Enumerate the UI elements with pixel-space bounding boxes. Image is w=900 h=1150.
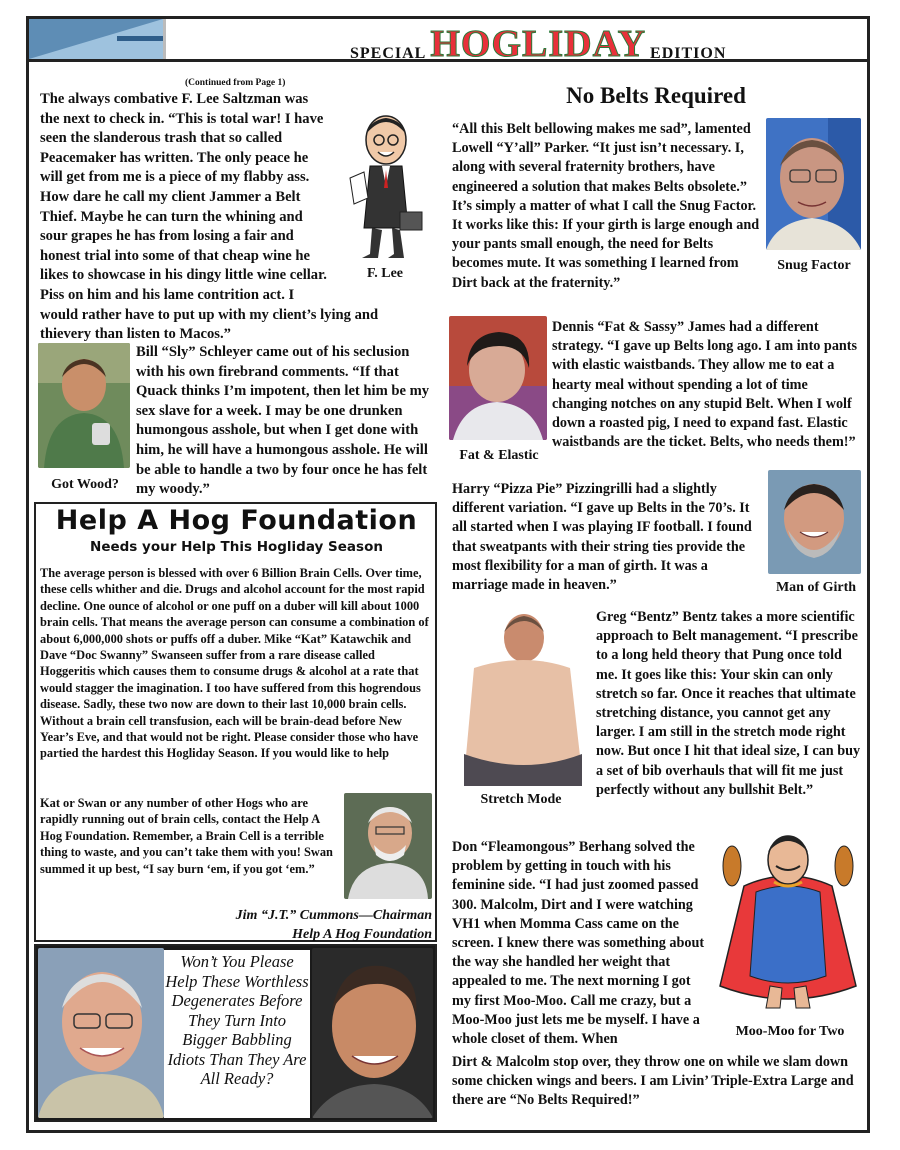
fat-elastic-caption: Fat & Elastic: [459, 448, 539, 463]
pizza-text: Harry “Pizza Pie” Pizzingrilli had a slightly different variation. “I gave up Belts in the 70’s. It all started when I was playing IF football. I found that sweatpants with their string ties provide the most flexibility for a man of girth. It was a marriage made in heaven.”: [452, 481, 752, 594]
foundation-text: The average person is blessed with over 6 Billion Brain Cells. Over time, these cells whither and die. Drugs and alcohol account for the most rapid decline. One ounce of alcohol or one puff on a duber will kill about 1000 brain cells. That means the average person can consume a combination of about 6,000,000 shots or puffs off a duber. Mike “Kat” Katawchik and Dave “Doc Swanny” Swanseen suffer from a rare disease called Hoggeritis which causes them to consume drugs & alcohol at a rate that would stagger the imagination. I too have suffered from this hogrendous disease. Sadly, these two now are down to their last 10,000 brain cells. Without a brain cell transfusion, each will be brain-dead before New Year’s Eve, and that would not be right. Please consider those who have partied the hardest this Hogliday Season. If you would like to help: [40, 566, 429, 761]
foundation-signature: [150, 906, 432, 944]
berhang-article-2: [452, 1053, 862, 1111]
bentz-article: [596, 608, 862, 800]
signature-org: Help A Hog Foundation: [292, 927, 432, 942]
sly-article: [136, 343, 432, 500]
pizza-article: [452, 480, 764, 595]
james-article: [552, 318, 860, 452]
signature-name: Jim “J.T.” Cummons—Chairman: [235, 908, 432, 923]
masthead-pre: SPECIAL: [350, 45, 427, 62]
got-wood-photo: [38, 343, 130, 468]
parker-text: “All this Belt bellowing makes me sad”, lamented Lowell “Y’all” Parker. “It just isn’t necessary. I, along with several fraternity brothers, have engineered a solution that makes Belts obsolete.” It’s simply a matter of what I call the Snug Factor. It works like this: If your girth is large enough and your pants small enough, the need for Belts becomes mute. It was something I learned from Dirt back at the fraternity.”: [452, 121, 760, 291]
plea-text: Won’t You Please Help These Worthless Degenerates Before They Turn Into Bigger Babbling Idiots Than They Are All Ready?: [164, 950, 310, 1118]
snug-factor-caption: Snug Factor: [777, 258, 851, 273]
fat-elastic-photo: [449, 316, 547, 440]
moo-moo-cartoon: [714, 826, 862, 1016]
bentz-text: Greg “Bentz” Bentz takes a more scientific approach to Belt management. “I prescribe to a long held theory that Pung once told me. It goes like this: Your skin can only stretch so far. Once it reaches that ultimate stretching distance, you cannot get any larger. I am still in the stretch mode right now. But once I hit that ideal size, I can buy a set of bib overhauls that will fit me just perfectly without any bullshit Belt.”: [596, 609, 861, 798]
man-of-girth-caption: Man of Girth: [775, 580, 857, 595]
berhang-article: [452, 838, 712, 1049]
man-of-girth-photo: [768, 470, 861, 574]
f-lee-article: [40, 90, 420, 345]
foundation-article-2: [40, 795, 340, 877]
parker-article: [452, 120, 762, 293]
masthead-title: [350, 22, 726, 66]
foundation-article: [40, 565, 433, 762]
f-lee-wrap-spacer: [330, 110, 412, 300]
moo-moo-caption: Moo-Moo for Two: [735, 1024, 845, 1039]
masthead-divider: [163, 19, 166, 59]
foundation-subheading: Needs your Help This Hogliday Season: [90, 539, 383, 555]
no-belts-headline: No Belts Required: [566, 83, 746, 108]
foundation-heading: Help A Hog Foundation: [55, 505, 418, 536]
f-lee-text: The always combative F. Lee Saltzman was the next to check in. “This is total war! I have seen the slanderous trash that so called Peacemaker has written. The only peace he will get from me is a piece of my flabby ass. How dare he call my client Jammer a Belt Thief. Maybe he can turn the whining and sour grapes he has from losing a fair and honest trial into some of that cheap wine he likes to showcase in his dingy little wine cellar. Piss on him and his lame contrition act. I would rather have to put up with my client’s lying and thievery than listen to Macos.”: [40, 90, 412, 345]
f-lee-caption: F. Lee: [366, 266, 404, 281]
jt-photo: [344, 793, 432, 899]
james-text: Dennis “Fat & Sassy” James had a different strategy. “I gave up Belts long ago. I am into pants with elastic waistbands. They allow me to eat a hearty meal without spending a lot of time changing notches on any stupid Belt. When I wolf down a roasted pig, I need to expand fast. Elastic waistbands are the ticket. Belts, who needs them!”: [552, 319, 858, 451]
got-wood-caption: Got Wood?: [51, 477, 119, 492]
sly-text: Bill “Sly” Schleyer came out of his seclusion with his own firebrand comments. “If that Quack thinks I’m impotent, then let him be my sex slave for a week. I may be one drunken humongous asshole, but when I get done with him, he will have a humongous asshole. He will be able to handle a two by four once he has felt my woody.”: [136, 344, 430, 498]
swan-photo: [312, 948, 433, 1118]
stretch-mode-photo: [452, 606, 588, 786]
kat-photo: [38, 948, 164, 1118]
masthead-logo: [29, 19, 163, 59]
foundation-text-2: Kat or Swan or any number of other Hogs who are rapidly running out of brain cells, contact the Help A Hog Foundation. Remember, a Brain Cell is a terrible thing to waste, and you can’t take them with you! Swan summed it up best, “I say burn ‘em, if you got ‘em.”: [40, 796, 333, 876]
berhang-text: Don “Fleamongous” Berhang solved the problem by getting in touch with his feminine side. “I had just zoomed passed 300. Malcolm, Dirt and I were watching VH1 when Momma Cass came on the screen. I knew there was something about the way she handled her weight that appealed to me. The next morning I got my first Moo-Moo. Call me crazy, but a Moo-Moo just lets me be myself. I have a whole closet of them. When: [452, 839, 705, 1048]
continued-note: (Continued from Page 1): [185, 78, 286, 88]
berhang-text-2: Dirt & Malcolm stop over, they throw one on while we slam down some chicken wings and beers. I am Livin’ Triple-Extra Large and there are “No Belts Required!”: [452, 1054, 854, 1109]
snug-factor-photo: [766, 118, 861, 250]
masthead-post: EDITION: [650, 45, 727, 62]
stretch-mode-caption: Stretch Mode: [480, 792, 562, 807]
masthead-hogliday: HOGLIDAY: [430, 23, 647, 65]
